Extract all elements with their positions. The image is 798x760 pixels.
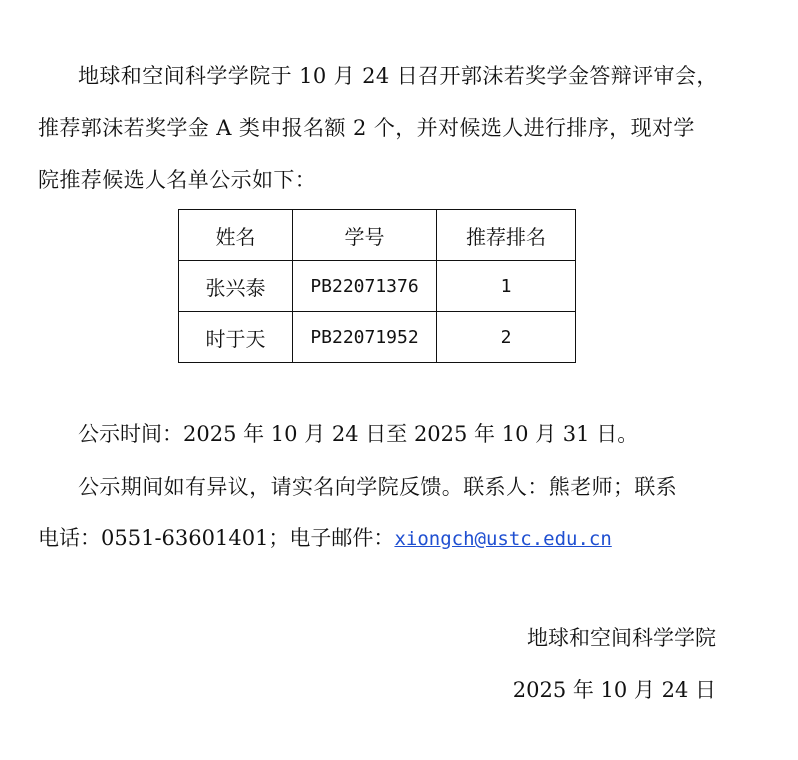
candidate-rank: 2	[437, 312, 576, 363]
table-row	[179, 261, 576, 312]
email-link[interactable]: xiongch@ustc.edu.cn	[394, 528, 612, 550]
header-student-id: 学号	[293, 210, 437, 261]
candidate-name: 时于天	[179, 312, 293, 363]
header-name: 姓名	[179, 210, 293, 261]
candidate-table	[178, 209, 576, 363]
candidate-name: 张兴泰	[179, 261, 293, 312]
contact-line-1: 公示期间如有异议，请实名向学院反馈。联系人：熊老师；联系	[78, 475, 678, 499]
candidate-student-id: PB22071376	[293, 261, 437, 312]
header-rank: 推荐排名	[437, 210, 576, 261]
contact-line-2	[38, 523, 612, 554]
table-header-row	[179, 210, 576, 261]
table-row	[179, 312, 576, 363]
signature-org: 地球和空间科学学院	[527, 626, 716, 650]
signature-date: 2025 年 10 月 24 日	[512, 678, 716, 702]
contact-phone-text: 电话：0551-63601401；电子邮件：	[38, 526, 395, 550]
candidate-rank: 1	[437, 261, 576, 312]
notice-period: 公示时间：2025 年 10 月 24 日至 2025 年 10 月 31 日。	[78, 422, 639, 446]
intro-line-1: 地球和空间科学学院于 10 月 24 日召开郭沫若奖学金答辩评审会，	[78, 64, 718, 88]
intro-line-2: 推荐郭沫若奖学金 A 类申报名额 2 个，并对候选人进行排序，现对学	[38, 116, 695, 140]
intro-line-3: 院推荐候选人名单公示如下：	[38, 168, 317, 192]
candidate-student-id: PB22071952	[293, 312, 437, 363]
